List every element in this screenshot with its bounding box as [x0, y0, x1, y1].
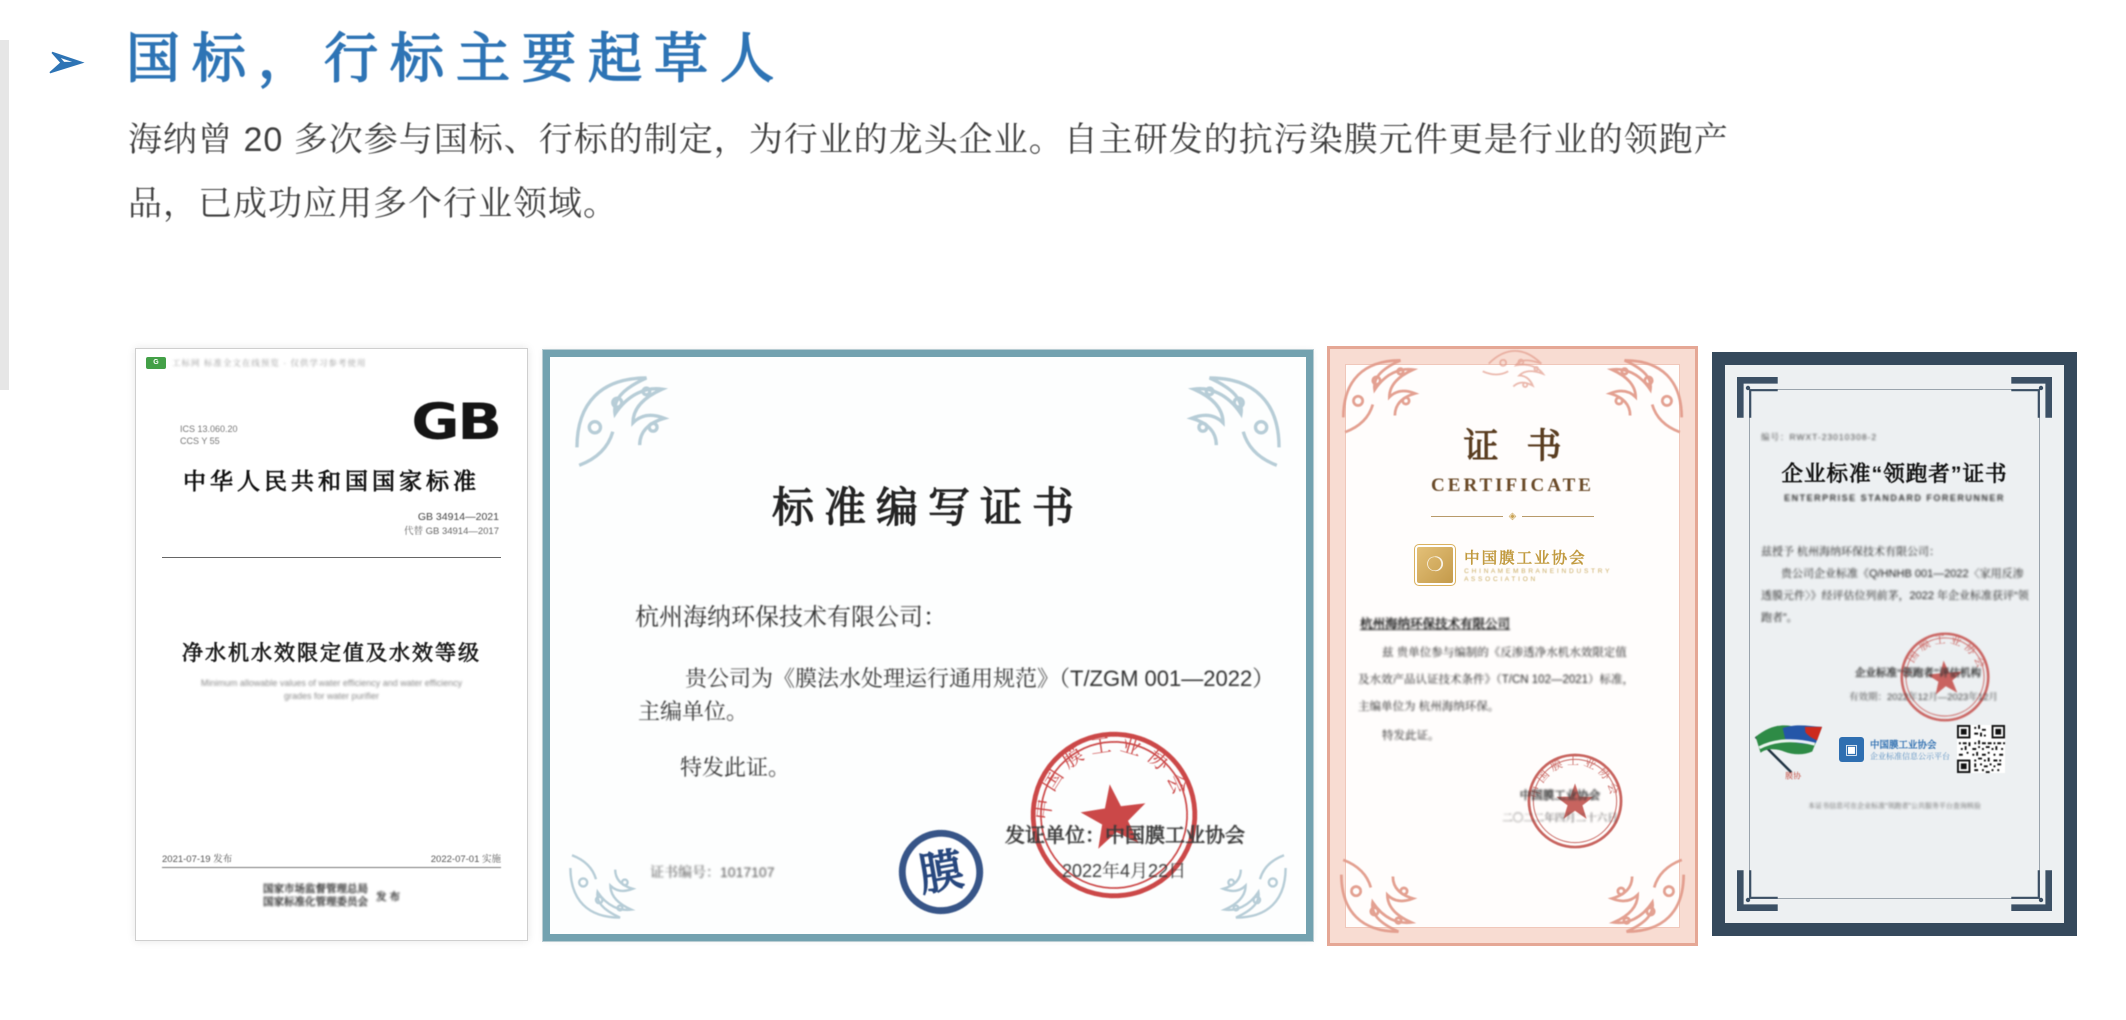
writing-cert-issuer: 发证单位：中国膜工业协会	[1005, 825, 1245, 847]
intro-paragraph-line-2: 品，已成功应用多个行业领域。	[128, 185, 618, 223]
red-cert-divider	[1330, 511, 1695, 522]
gb-ics-codes	[180, 423, 238, 447]
gb-english-line2: grades for water purifier	[283, 691, 380, 701]
assoc-logo-icon: ▣	[1839, 737, 1864, 762]
corner-bracket-bottom-left	[1737, 867, 1781, 911]
gb-standard-number	[404, 511, 499, 537]
gb-logo: GB	[411, 393, 500, 451]
red-cert-body-line2: 及水效产品认证技术条件》（T/CN 102—2021）标准，	[1358, 674, 1635, 686]
red-cert-title-en: CERTIFICATE	[1431, 475, 1594, 496]
red-cert-title-cn: 证书	[1463, 427, 1590, 466]
forerunner-subtitle-en: ENTERPRISE STANDARD FORERUNNER	[1784, 493, 2005, 503]
gb-issue-date: 2021-07-19 发布	[162, 854, 233, 865]
divider-gem-icon: ◈	[1508, 511, 1517, 522]
writing-cert-number: 证书编号：1017107	[650, 864, 775, 880]
gb-top-note	[146, 357, 366, 369]
filigree-ornament-top-left	[568, 369, 680, 481]
forerunner-assoc-logo	[1839, 737, 1950, 762]
gb-issuer-line2: 国家标准化管理委员会	[263, 896, 369, 908]
gb-implement-date: 2022-07-01 实施	[430, 854, 501, 865]
red-cert-seal-line2: 二〇二二年四月二十六日	[1502, 812, 1618, 824]
writing-cert-date: 2022年4月22日	[1062, 861, 1187, 881]
flag-label: 膜协	[1785, 771, 1802, 781]
gb-heading: 中华人民共和国国家标准	[183, 469, 480, 494]
slide-edge-strip	[0, 40, 9, 390]
assoc-logo-line2: 企业标准信息公示平台	[1870, 752, 1950, 761]
writing-cert-body-close: 特发此证。	[680, 755, 791, 780]
gb-std-replace: 代替 GB 34914—2017	[403, 526, 499, 537]
forerunner-body-line1: 兹授予 杭州海纳环保技术有限公司：	[1761, 546, 1941, 558]
gb-dates-row	[162, 851, 501, 868]
certificate-enterprise-forerunner	[1712, 352, 2077, 936]
association-name-cn: 中国膜工业协会	[1464, 550, 1587, 567]
gb-ics-line2: CCS Y 55	[180, 436, 220, 446]
corner-bracket-top-right	[2008, 377, 2052, 421]
red-cert-company: 杭州海纳环保技术有限公司	[1360, 617, 1511, 631]
gb-english-subtitle	[136, 677, 527, 703]
filigree-ornament-bottom-right	[1212, 844, 1292, 924]
gb-divider-rule	[162, 557, 501, 558]
association-name-en2: A S S O C I A T I O N	[1464, 576, 1536, 583]
red-cert-body-line1: 兹 贵单位参与编制的《反渗透净水机水效限定值	[1382, 647, 1627, 659]
red-cert-body-line4: 特发此证。	[1382, 730, 1440, 742]
forerunner-seal-line1: 企业标准“领跑者”评估机构	[1855, 667, 1981, 679]
membrane-blue-seal	[891, 822, 991, 922]
association-logo-block	[1330, 545, 1695, 585]
red-cert-body-line3: 主编单位为 杭州海纳环保。	[1358, 701, 1500, 713]
red-cert-seal-line1: 中国膜工业协会	[1519, 790, 1601, 802]
intro-paragraph-line-1: 海纳曾 20 多次参与国标、行标的制定，为行业的龙头企业。自主研发的抗污染膜元件更是行业的领跑产	[128, 121, 1729, 159]
filigree-ornament-bottom-left	[564, 844, 644, 924]
assoc-logo-line1: 中国膜工业协会	[1870, 740, 1937, 751]
writing-cert-title: 标准编写证书	[771, 484, 1084, 531]
gb-ics-line1: ICS 13.060.20	[180, 424, 238, 434]
pink-ornament-bottom-right	[1599, 847, 1691, 939]
corner-bracket-top-left	[1737, 377, 1781, 421]
corner-bracket-bottom-right	[2008, 867, 2052, 911]
divider-line-right	[1522, 516, 1594, 517]
forerunner-footer-note: 本证书信息可在企业标准“领跑者”公共服务平台查询核验	[1808, 803, 1981, 810]
page-title: 国标，行标主要起草人	[126, 29, 786, 89]
green-badge-icon: G	[146, 357, 166, 369]
forerunner-seal-line2: 有效期：2022年12月—2023年12月	[1849, 692, 1998, 703]
pink-ornament-bottom-left	[1334, 847, 1426, 939]
association-name-en1: C H I N A M E M B R A N E I N D U S T R Y	[1464, 568, 1610, 575]
forerunner-body-line4: 跑者”。	[1761, 612, 1798, 624]
gold-emblem-icon: ❍	[1415, 545, 1455, 585]
gb-issuer-suffix: 发 布	[376, 890, 400, 903]
writing-cert-body-main: 贵公司为《膜法水处理运行通用规范》（T/ZGM 001—2022）	[685, 666, 1275, 691]
filigree-ornament-top-right	[1176, 369, 1288, 481]
arrow-bullet-icon: ➢	[43, 35, 88, 87]
certificate-membrane-association	[1327, 346, 1698, 946]
blue-seal-character: 膜	[914, 844, 968, 901]
certificate-gb-standard-cover	[135, 348, 528, 941]
gb-issuer-block	[136, 883, 527, 909]
forerunner-body-line2: 贵公司企业标准《Q/HNHB 001—2022〈家用反渗	[1781, 568, 2024, 580]
gb-issuer-line1: 国家市场监督管理总局	[263, 883, 369, 895]
gb-std-no: GB 34914—2021	[417, 511, 499, 523]
writing-cert-body-cont: 主编单位。	[638, 699, 749, 724]
writing-cert-addressee: 杭州海纳环保技术有限公司：	[635, 604, 947, 631]
membrane-flag-logo	[1747, 717, 1827, 781]
gb-top-note-text: 工标网 标准全文在线预览 · 仅供学习参考使用	[172, 358, 367, 368]
divider-line-left	[1431, 516, 1503, 517]
forerunner-title: 企业标准“领跑者”证书	[1781, 462, 2008, 486]
forerunner-body-line3: 透膜元件〉》经评估位列前茅，2022 年企业标准获评“领	[1761, 590, 2029, 602]
gb-english-line1: Minimum allowable values of water efficiency and water efficiency	[200, 678, 463, 688]
certificate-standard-writing	[543, 350, 1313, 941]
forerunner-cert-code: 编号：RWXT-23010308-2	[1761, 432, 1878, 442]
qr-code	[1957, 725, 2005, 773]
gb-document-title: 净水机水效限定值及水效等级	[182, 642, 481, 665]
